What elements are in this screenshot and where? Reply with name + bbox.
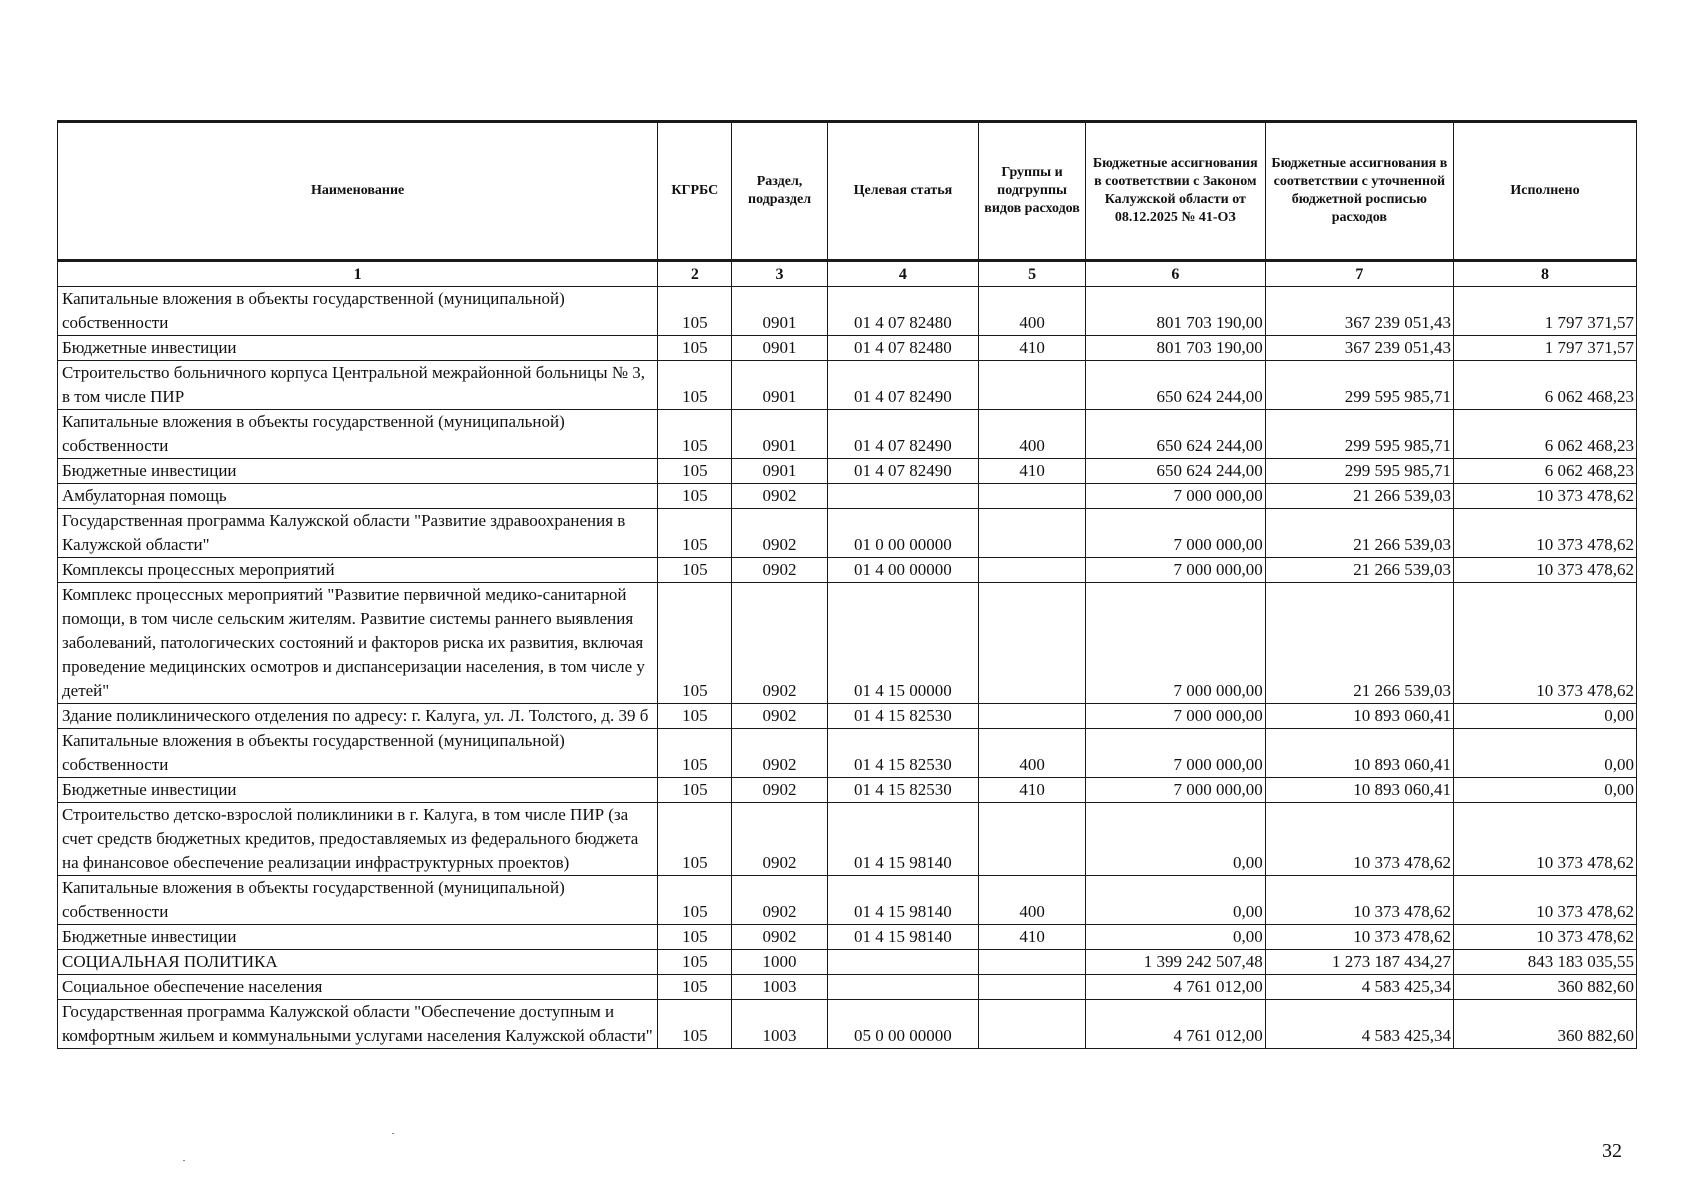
table-row bbox=[58, 778, 1637, 803]
row-section: 0902 bbox=[732, 925, 827, 950]
row-expense-group: 410 bbox=[979, 778, 1086, 803]
row-executed: 10 373 478,62 bbox=[1453, 876, 1636, 925]
row-target-article: 01 4 15 00000 bbox=[827, 583, 979, 704]
row-target-article: 05 0 00 00000 bbox=[827, 1000, 979, 1049]
header-target-article: Целевая статья bbox=[827, 122, 979, 261]
row-executed: 1 797 371,57 bbox=[1453, 287, 1636, 336]
table-row bbox=[58, 361, 1637, 410]
row-kgrbs: 105 bbox=[658, 1000, 732, 1049]
row-law-allocation: 0,00 bbox=[1085, 876, 1265, 925]
row-refined-allocation: 21 266 539,03 bbox=[1265, 558, 1453, 583]
table-row bbox=[58, 287, 1637, 336]
row-name: Капитальные вложения в объекты государственной (муниципальной) собственности bbox=[58, 876, 658, 925]
row-law-allocation: 1 399 242 507,48 bbox=[1085, 950, 1265, 975]
row-refined-allocation: 10 893 060,41 bbox=[1265, 778, 1453, 803]
row-kgrbs: 105 bbox=[658, 410, 732, 459]
row-law-allocation: 0,00 bbox=[1085, 803, 1265, 876]
row-kgrbs: 105 bbox=[658, 975, 732, 1000]
row-section: 0902 bbox=[732, 484, 827, 509]
column-number: 1 bbox=[58, 261, 658, 287]
header-kgrbs: КГРБС bbox=[658, 122, 732, 261]
header-refined-allocations: Бюджетные ассигнования в соответствии с уточненной бюджетной росписью расходов bbox=[1265, 122, 1453, 261]
row-law-allocation: 7 000 000,00 bbox=[1085, 778, 1265, 803]
row-name: Комплексы процессных мероприятий bbox=[58, 558, 658, 583]
row-refined-allocation: 299 595 985,71 bbox=[1265, 361, 1453, 410]
page-number: 32 bbox=[1602, 1140, 1622, 1162]
row-expense-group: 400 bbox=[979, 287, 1086, 336]
row-name: Государственная программа Калужской области "Развитие здравоохранения в Калужской области" bbox=[58, 509, 658, 558]
row-refined-allocation: 21 266 539,03 bbox=[1265, 509, 1453, 558]
header-section: Раздел, подраздел bbox=[732, 122, 827, 261]
row-executed: 360 882,60 bbox=[1453, 975, 1636, 1000]
row-law-allocation: 0,00 bbox=[1085, 925, 1265, 950]
row-law-allocation: 801 703 190,00 bbox=[1085, 336, 1265, 361]
row-executed: 1 797 371,57 bbox=[1453, 336, 1636, 361]
row-target-article: 01 4 07 82480 bbox=[827, 287, 979, 336]
row-section: 0901 bbox=[732, 336, 827, 361]
row-name: СОЦИАЛЬНАЯ ПОЛИТИКА bbox=[58, 950, 658, 975]
table-row bbox=[58, 410, 1637, 459]
row-name: Бюджетные инвестиции bbox=[58, 336, 658, 361]
column-number: 6 bbox=[1085, 261, 1265, 287]
row-expense-group: 410 bbox=[979, 336, 1086, 361]
row-target-article bbox=[827, 484, 979, 509]
row-executed: 0,00 bbox=[1453, 778, 1636, 803]
row-kgrbs: 105 bbox=[658, 950, 732, 975]
row-executed: 10 373 478,62 bbox=[1453, 558, 1636, 583]
row-executed: 360 882,60 bbox=[1453, 1000, 1636, 1049]
row-refined-allocation: 10 373 478,62 bbox=[1265, 803, 1453, 876]
row-expense-group: 400 bbox=[979, 876, 1086, 925]
row-refined-allocation: 4 583 425,34 bbox=[1265, 1000, 1453, 1049]
header-expense-groups: Группы и подгруппы видов расходов bbox=[979, 122, 1086, 261]
row-expense-group: 410 bbox=[979, 459, 1086, 484]
row-section: 0902 bbox=[732, 583, 827, 704]
budget-table bbox=[57, 120, 1637, 1049]
column-number: 4 bbox=[827, 261, 979, 287]
table-row bbox=[58, 876, 1637, 925]
column-number: 8 bbox=[1453, 261, 1636, 287]
row-executed: 10 373 478,62 bbox=[1453, 583, 1636, 704]
row-law-allocation: 7 000 000,00 bbox=[1085, 729, 1265, 778]
row-name: Здание поликлинического отделения по адресу: г. Калуга, ул. Л. Толстого, д. 39 б bbox=[58, 704, 658, 729]
row-law-allocation: 650 624 244,00 bbox=[1085, 361, 1265, 410]
row-refined-allocation: 10 373 478,62 bbox=[1265, 876, 1453, 925]
row-name: Строительство детско-взрослой поликлиники в г. Калуга, в том числе ПИР (за счет средств бюджетных кредитов, предоставляемых из федерального бюджета на финансовое обеспечение реализации инфраструктурных проектов) bbox=[58, 803, 658, 876]
row-kgrbs: 105 bbox=[658, 509, 732, 558]
row-executed: 6 062 468,23 bbox=[1453, 361, 1636, 410]
row-expense-group bbox=[979, 583, 1086, 704]
row-refined-allocation: 367 239 051,43 bbox=[1265, 287, 1453, 336]
row-law-allocation: 7 000 000,00 bbox=[1085, 484, 1265, 509]
row-section: 0902 bbox=[732, 778, 827, 803]
column-number: 7 bbox=[1265, 261, 1453, 287]
table-row bbox=[58, 975, 1637, 1000]
row-refined-allocation: 10 893 060,41 bbox=[1265, 729, 1453, 778]
row-target-article: 01 4 07 82480 bbox=[827, 336, 979, 361]
row-name: Амбулаторная помощь bbox=[58, 484, 658, 509]
column-number: 2 bbox=[658, 261, 732, 287]
row-refined-allocation: 367 239 051,43 bbox=[1265, 336, 1453, 361]
row-kgrbs: 105 bbox=[658, 558, 732, 583]
row-executed: 10 373 478,62 bbox=[1453, 803, 1636, 876]
table-row bbox=[58, 950, 1637, 975]
row-expense-group: 400 bbox=[979, 410, 1086, 459]
table-row bbox=[58, 509, 1637, 558]
row-kgrbs: 105 bbox=[658, 459, 732, 484]
row-name: Строительство больничного корпуса Центральной межрайонной больницы № 3, в том числе ПИР bbox=[58, 361, 658, 410]
row-target-article: 01 4 15 82530 bbox=[827, 729, 979, 778]
row-law-allocation: 4 761 012,00 bbox=[1085, 1000, 1265, 1049]
row-executed: 0,00 bbox=[1453, 704, 1636, 729]
header-executed: Исполнено bbox=[1453, 122, 1636, 261]
table-row bbox=[58, 558, 1637, 583]
row-target-article: 01 4 00 00000 bbox=[827, 558, 979, 583]
row-target-article: 01 4 15 98140 bbox=[827, 876, 979, 925]
row-refined-allocation: 299 595 985,71 bbox=[1265, 410, 1453, 459]
table-row bbox=[58, 925, 1637, 950]
row-law-allocation: 650 624 244,00 bbox=[1085, 459, 1265, 484]
row-name: Государственная программа Калужской области "Обеспечение доступным и комфортным жильем и коммунальными услугами населения Калужской области" bbox=[58, 1000, 658, 1049]
row-executed: 10 373 478,62 bbox=[1453, 484, 1636, 509]
row-expense-group bbox=[979, 509, 1086, 558]
row-kgrbs: 105 bbox=[658, 287, 732, 336]
row-section: 0902 bbox=[732, 509, 827, 558]
header-law-allocations: Бюджетные ассигнования в соответствии с Законом Калужской области от 08.12.2025 № 41-ОЗ bbox=[1085, 122, 1265, 261]
row-target-article: 01 0 00 00000 bbox=[827, 509, 979, 558]
row-expense-group bbox=[979, 975, 1086, 1000]
row-refined-allocation: 299 595 985,71 bbox=[1265, 459, 1453, 484]
row-name: Бюджетные инвестиции bbox=[58, 778, 658, 803]
table-row bbox=[58, 484, 1637, 509]
row-target-article: 01 4 07 82490 bbox=[827, 361, 979, 410]
row-target-article: 01 4 07 82490 bbox=[827, 459, 979, 484]
row-section: 0902 bbox=[732, 803, 827, 876]
row-kgrbs: 105 bbox=[658, 876, 732, 925]
row-executed: 6 062 468,23 bbox=[1453, 459, 1636, 484]
row-section: 0902 bbox=[732, 704, 827, 729]
row-kgrbs: 105 bbox=[658, 484, 732, 509]
table-row bbox=[58, 729, 1637, 778]
row-executed: 6 062 468,23 bbox=[1453, 410, 1636, 459]
row-kgrbs: 105 bbox=[658, 704, 732, 729]
row-name: Бюджетные инвестиции bbox=[58, 925, 658, 950]
row-executed: 843 183 035,55 bbox=[1453, 950, 1636, 975]
row-law-allocation: 7 000 000,00 bbox=[1085, 704, 1265, 729]
scan-speck bbox=[392, 1133, 394, 1134]
row-kgrbs: 105 bbox=[658, 925, 732, 950]
row-target-article: 01 4 15 82530 bbox=[827, 704, 979, 729]
row-kgrbs: 105 bbox=[658, 336, 732, 361]
scan-speck bbox=[183, 1160, 185, 1161]
row-refined-allocation: 21 266 539,03 bbox=[1265, 583, 1453, 704]
row-expense-group: 400 bbox=[979, 729, 1086, 778]
table-row bbox=[58, 583, 1637, 704]
row-executed: 10 373 478,62 bbox=[1453, 509, 1636, 558]
row-target-article bbox=[827, 975, 979, 1000]
table-header bbox=[58, 122, 1637, 287]
table-row bbox=[58, 704, 1637, 729]
table-row bbox=[58, 1000, 1637, 1049]
row-section: 0901 bbox=[732, 410, 827, 459]
row-kgrbs: 105 bbox=[658, 583, 732, 704]
row-expense-group bbox=[979, 1000, 1086, 1049]
row-kgrbs: 105 bbox=[658, 361, 732, 410]
row-target-article: 01 4 15 98140 bbox=[827, 803, 979, 876]
row-name: Бюджетные инвестиции bbox=[58, 459, 658, 484]
row-refined-allocation: 21 266 539,03 bbox=[1265, 484, 1453, 509]
row-law-allocation: 801 703 190,00 bbox=[1085, 287, 1265, 336]
row-section: 1003 bbox=[732, 1000, 827, 1049]
row-law-allocation: 7 000 000,00 bbox=[1085, 509, 1265, 558]
row-refined-allocation: 1 273 187 434,27 bbox=[1265, 950, 1453, 975]
header-name: Наименование bbox=[58, 122, 658, 261]
row-section: 0902 bbox=[732, 558, 827, 583]
row-section: 1000 bbox=[732, 950, 827, 975]
row-section: 0902 bbox=[732, 729, 827, 778]
column-number: 3 bbox=[732, 261, 827, 287]
row-target-article: 01 4 15 82530 bbox=[827, 778, 979, 803]
row-refined-allocation: 4 583 425,34 bbox=[1265, 975, 1453, 1000]
row-name: Капитальные вложения в объекты государственной (муниципальной) собственности bbox=[58, 729, 658, 778]
row-section: 0901 bbox=[732, 459, 827, 484]
row-law-allocation: 7 000 000,00 bbox=[1085, 583, 1265, 704]
row-section: 0902 bbox=[732, 876, 827, 925]
row-expense-group bbox=[979, 361, 1086, 410]
row-kgrbs: 105 bbox=[658, 729, 732, 778]
row-refined-allocation: 10 893 060,41 bbox=[1265, 704, 1453, 729]
row-name: Социальное обеспечение населения bbox=[58, 975, 658, 1000]
row-name: Капитальные вложения в объекты государственной (муниципальной) собственности bbox=[58, 287, 658, 336]
row-name: Капитальные вложения в объекты государственной (муниципальной) собственности bbox=[58, 410, 658, 459]
row-target-article: 01 4 07 82490 bbox=[827, 410, 979, 459]
row-law-allocation: 4 761 012,00 bbox=[1085, 975, 1265, 1000]
row-law-allocation: 650 624 244,00 bbox=[1085, 410, 1265, 459]
row-section: 0901 bbox=[732, 361, 827, 410]
row-expense-group bbox=[979, 803, 1086, 876]
row-target-article bbox=[827, 950, 979, 975]
row-executed: 0,00 bbox=[1453, 729, 1636, 778]
row-kgrbs: 105 bbox=[658, 778, 732, 803]
row-section: 0901 bbox=[732, 287, 827, 336]
row-expense-group bbox=[979, 704, 1086, 729]
row-kgrbs: 105 bbox=[658, 803, 732, 876]
column-number: 5 bbox=[979, 261, 1086, 287]
row-refined-allocation: 10 373 478,62 bbox=[1265, 925, 1453, 950]
row-name: Комплекс процессных мероприятий "Развитие первичной медико-санитарной помощи, в том числе сельским жителям. Развитие системы раннего выявления заболеваний, патологических состояний и факторов риска их развития, включая проведение медицинских осмотров и диспансеризации населения, в том числе у детей" bbox=[58, 583, 658, 704]
row-expense-group bbox=[979, 950, 1086, 975]
row-section: 1003 bbox=[732, 975, 827, 1000]
table-row bbox=[58, 459, 1637, 484]
row-expense-group bbox=[979, 558, 1086, 583]
table-row bbox=[58, 803, 1637, 876]
row-law-allocation: 7 000 000,00 bbox=[1085, 558, 1265, 583]
table-row bbox=[58, 336, 1637, 361]
row-expense-group bbox=[979, 484, 1086, 509]
row-target-article: 01 4 15 98140 bbox=[827, 925, 979, 950]
table-body bbox=[58, 287, 1637, 1049]
row-executed: 10 373 478,62 bbox=[1453, 925, 1636, 950]
row-expense-group: 410 bbox=[979, 925, 1086, 950]
